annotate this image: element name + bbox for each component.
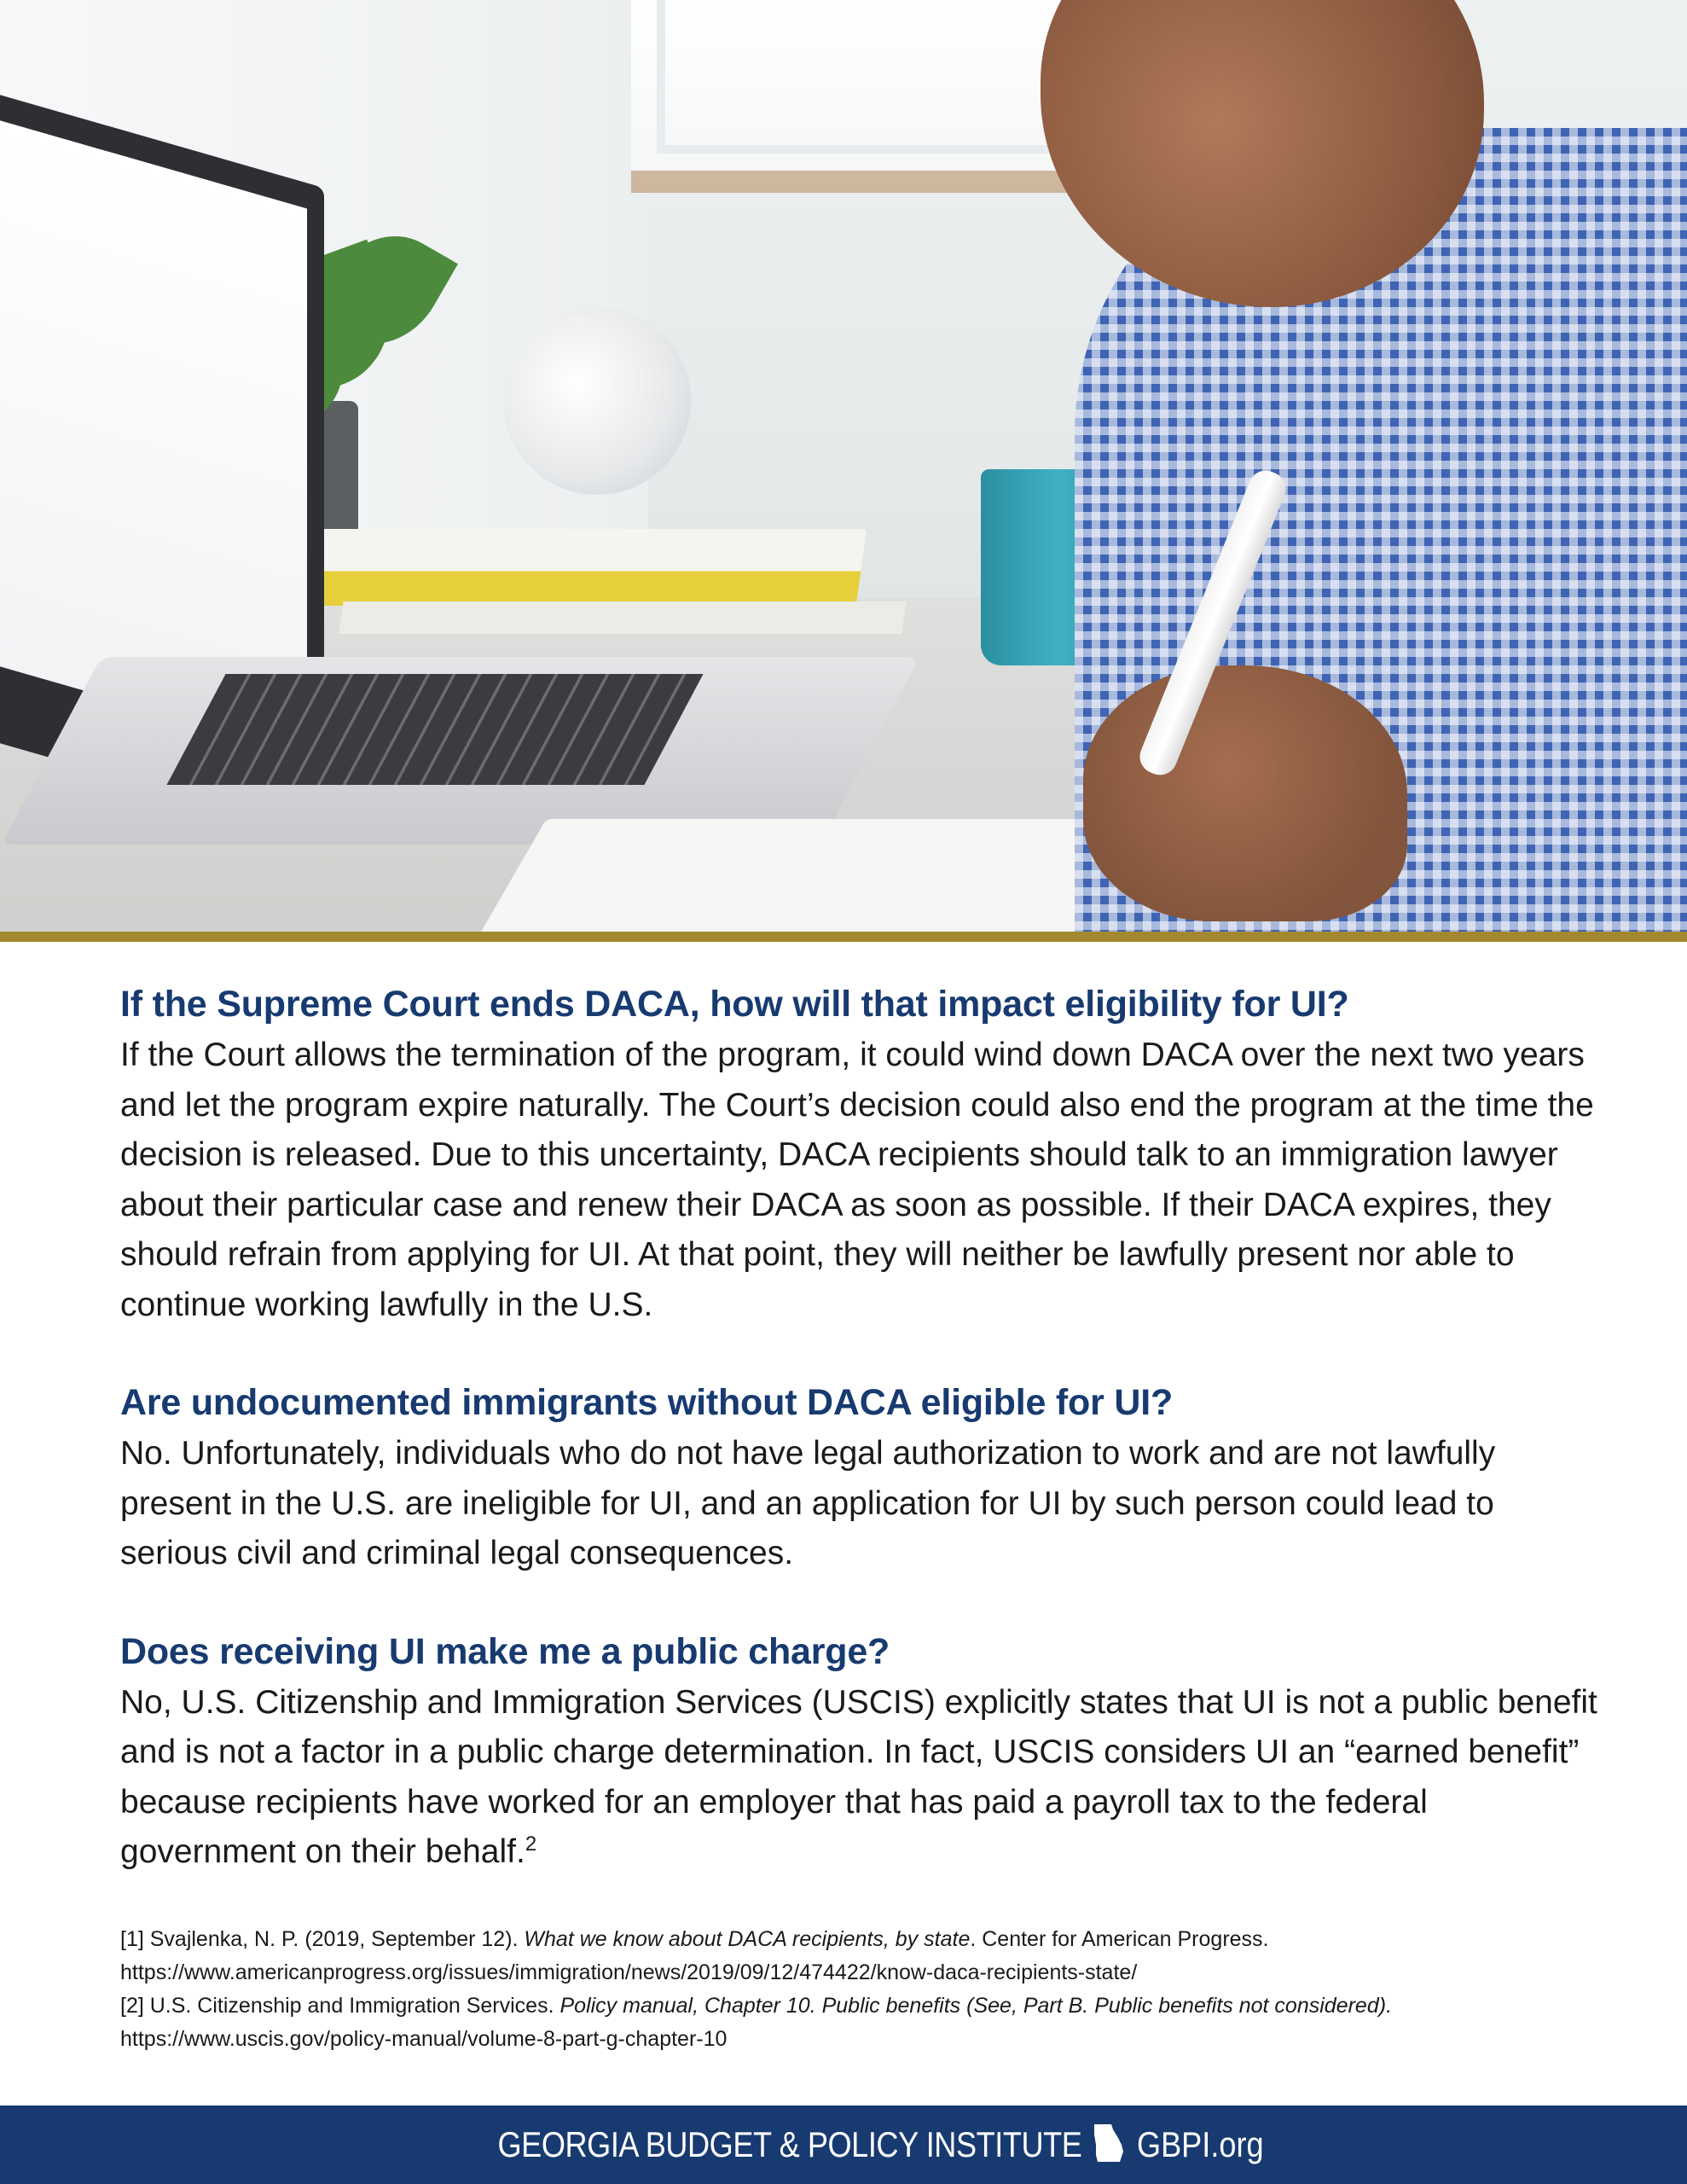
footnote-2: [120, 1989, 1621, 2023]
book-stack: [310, 529, 867, 606]
footnote-title: Policy manual, Chapter 10. Public benefits (See, Part B. Public benefits not considered).: [559, 1994, 1393, 2018]
website-link[interactable]: GBPI.org: [1136, 2124, 1264, 2164]
footnotes: [120, 1923, 1621, 2056]
footer-bar: [0, 2106, 1687, 2184]
footnote-suffix: . Center for American Progress.: [970, 1927, 1269, 1951]
faq-content: [120, 981, 1604, 1927]
section-heading: If the Supreme Court ends DACA, how will that impact eligibility for UI?: [120, 984, 1349, 1025]
section-heading: Does receiving UI make me a public charge?: [120, 1630, 890, 1672]
book-stack-lower: [339, 601, 906, 634]
gold-divider-band: [0, 932, 1687, 942]
faq-section: [120, 1629, 1604, 1878]
section-heading: Are undocumented immigrants without DACA eligible for UI?: [120, 1382, 1174, 1423]
section-body: No. Unfortunately, individuals who do not have legal authorization to work and are not lawfully present in the U.S. are ineligible for UI, and an application for UI by such person could lead to serious civil and criminal legal consequences.: [120, 1435, 1496, 1571]
organization-name: GEORGIA BUDGET & POLICY INSTITUTE: [497, 2124, 1082, 2164]
footnote-url[interactable]: https://www.americanprogress.org/issues/immigration/news/2019/09/12/474422/know-daca-recipients-state/: [120, 1960, 1138, 1984]
section-body: If the Court allows the termination of the program, it could wind down DACA over the next two years and let the program expire naturally. The Court’s decision could also end the program at the time the decision is released. Due to this uncertainty, DACA recipients should talk to an immigration lawyer about their particular case and renew their DACA as soon as possible. If their DACA expires, they should refrain from applying for UI. At that point, they will neither be lawfully present nor able to continue working lawfully in the U.S.: [120, 1037, 1594, 1323]
footnote-reference[interactable]: 2: [525, 1833, 537, 1856]
window-frame: [657, 0, 1100, 154]
georgia-state-icon: [1091, 2123, 1125, 2168]
footnote-prefix: [1] Svajlenka, N. P. (2019, September 12).: [120, 1927, 525, 1951]
footnote-title: What we know about DACA recipients, by state: [524, 1927, 971, 1951]
laptop-keyboard: [166, 674, 703, 785]
section-body: No, U.S. Citizenship and Immigration Services (USCIS) explicitly states that UI is not a public benefit and is not a factor in a public charge determination. In fact, USCIS considers UI an “earned benefit” because recipients have worked for an employer that has paid a payroll tax to the federal government on their behalf.: [120, 1683, 1597, 1870]
footnote-prefix: [2] U.S. Citizenship and Immigration Services.: [120, 1994, 560, 2018]
footnote-1: [120, 1923, 1621, 1956]
hero-photo: [0, 0, 1687, 932]
faq-section: [120, 1380, 1604, 1579]
faq-section: [120, 981, 1604, 1330]
section-body-container: [120, 1678, 1604, 1878]
desk-globe: [503, 307, 691, 495]
footnote-url[interactable]: https://www.uscis.gov/policy-manual/volume-8-part-g-chapter-10: [120, 2027, 728, 2051]
writing-hand: [1083, 665, 1407, 921]
